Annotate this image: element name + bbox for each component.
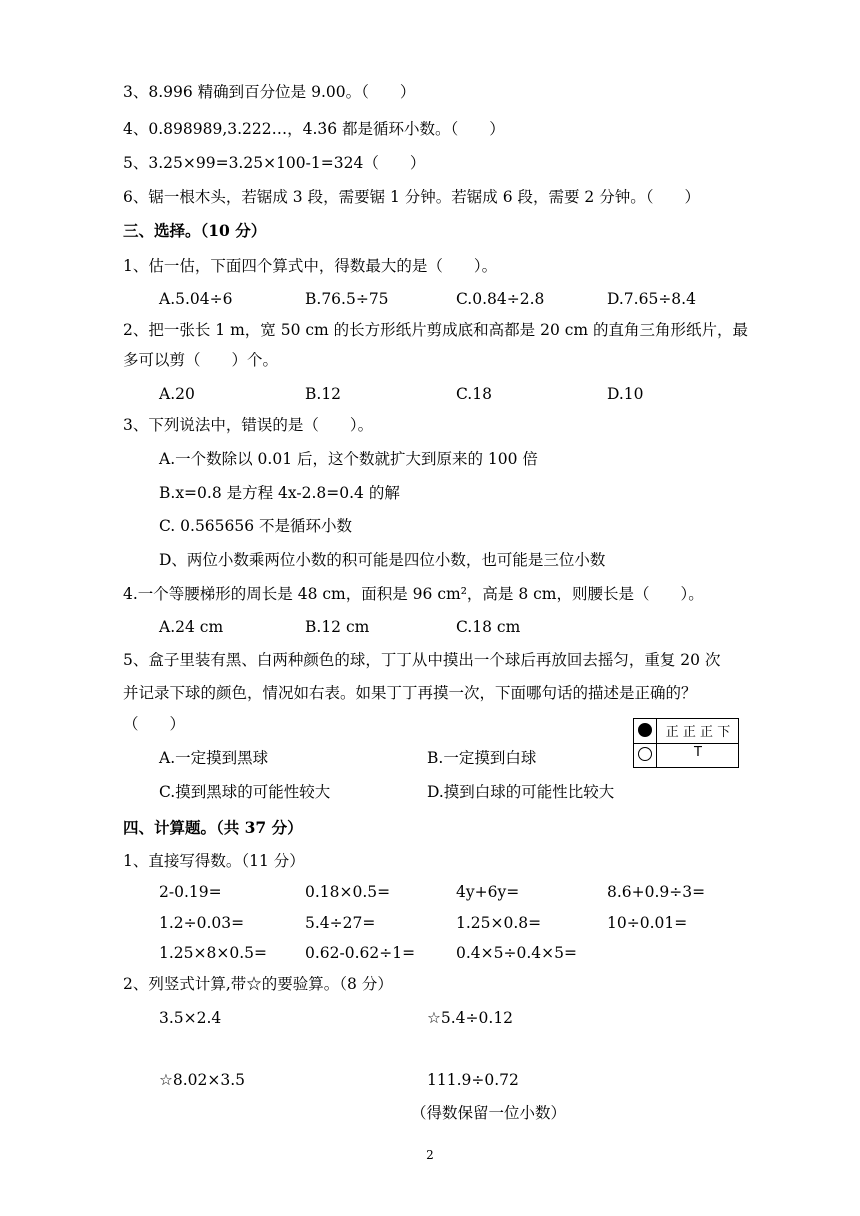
vertical-calc-item: ☆5.4÷0.12 [427, 1009, 514, 1027]
q3-option-d: D、两位小数乘两位小数的积可能是四位小数，也可能是三位小数 [159, 551, 606, 569]
q5-line1: 5、盒子里装有黑、白两种颜色的球，丁丁从中摸出一个球后再放回去摇匀，重复 20 次 [123, 651, 721, 669]
section4-title: 四、计算题。（共 37 分） [123, 818, 303, 837]
tally-marks-black: 正 正 正 下 [665, 725, 731, 740]
q5-line3: （ ） [123, 715, 186, 733]
calc-item: 10÷0.01= [607, 914, 688, 932]
q1-option-a: A.5.04÷6 [159, 290, 233, 308]
rounding-note: （得数保留一位小数） [411, 1104, 567, 1122]
white-ball-icon [638, 747, 652, 761]
q5-option-b: B.一定摸到白球 [427, 749, 537, 767]
q5-option-d: D.摸到白球的可能性比较大 [427, 783, 615, 801]
tally-marks-white: T [694, 745, 702, 760]
calc-item: 2-0.19= [159, 883, 222, 901]
q2-line2: 多可以剪（ ）个。 [123, 351, 279, 369]
calc-item: 1.2÷0.03= [159, 914, 245, 932]
q3-option-b: B.x=0.8 是方程 4x-2.8=0.4 的解 [159, 484, 400, 502]
black-ball-icon [638, 723, 652, 737]
q2-option-d: D.10 [607, 385, 644, 403]
q1-text: 1、估一估，下面四个算式中，得数最大的是（ ）。 [123, 257, 498, 275]
q5-option-a: A.一定摸到黑球 [159, 749, 269, 767]
calc-q1-text: 1、直接写得数。（11 分） [123, 852, 305, 870]
section3-title: 三、选择。（10 分） [123, 221, 267, 240]
page-number: 2 [426, 1148, 434, 1162]
calc-item: 0.4×5÷0.4×5= [456, 944, 577, 962]
q4-option-b: B.12 cm [305, 618, 370, 636]
q4-option-a: A.24 cm [159, 618, 224, 636]
judge-item-4: 4、0.898989,3.222…，4.3̇6̇ 都是循环小数。（ ） [123, 120, 505, 138]
calc-item: 4y+6y= [456, 883, 520, 901]
calc-q2-text: 2、列竖式计算,带☆的要验算。（8 分） [123, 975, 393, 993]
tally-row-white [634, 743, 738, 767]
judge-item-3: 3、8.996 精确到百分位是 9.00。（ ） [123, 83, 416, 101]
q3-text: 3、下列说法中，错误的是（ ）。 [123, 416, 374, 434]
vertical-calc-item: ☆8.02×3.5 [159, 1071, 246, 1089]
q2-option-b: B.12 [305, 385, 342, 403]
calc-item: 1.25×8×0.5= [159, 944, 267, 962]
calc-item: 5.4÷27= [305, 914, 376, 932]
q2-option-c: C.18 [456, 385, 492, 403]
tally-row-black [634, 719, 738, 744]
q2-option-a: A.20 [159, 385, 195, 403]
q5-line2: 并记录下球的颜色，情况如右表。如果丁丁再摸一次，下面哪句话的描述是正确的？ [123, 684, 697, 702]
calc-item: 8.6+0.9÷3= [607, 883, 706, 901]
calc-item: 1.25×0.8= [456, 914, 542, 932]
vertical-calc-item: 3.5×2.4 [159, 1009, 222, 1027]
q3-option-c: C. 0.565656 不是循环小数 [159, 517, 353, 535]
judge-item-6: 6、锯一根木头，若锯成 3 段，需要锯 1 分钟。若锯成 6 段，需要 2 分钟。（ ） [123, 188, 700, 206]
calc-item: 0.62-0.62÷1= [305, 944, 416, 962]
judge-item-5: 5、3.25×99=3.25×100-1=324（ ） [123, 154, 426, 172]
q4-text: 4.一个等腰梯形的周长是 48 cm，面积是 96 cm²，高是 8 cm，则腰长是（ ）。 [123, 585, 704, 603]
q5-option-c: C.摸到黑球的可能性较大 [159, 783, 331, 801]
calc-item: 0.18×0.5= [305, 883, 391, 901]
q1-option-d: D.7.65÷8.4 [607, 290, 696, 308]
vertical-calc-item: 111.9÷0.72 [427, 1071, 519, 1089]
q1-option-b: B.76.5÷75 [305, 290, 389, 308]
q3-option-a: A.一个数除以 0.01 后，这个数就扩大到原来的 100 倍 [159, 450, 538, 468]
q1-option-c: C.0.84÷2.8 [456, 290, 545, 308]
tally-table [633, 718, 739, 768]
q2-line1: 2、把一张长 1 m，宽 50 cm 的长方形纸片剪成底和高都是 20 cm 的直角三角形纸片，最 [123, 321, 749, 339]
q4-option-c: C.18 cm [456, 618, 521, 636]
